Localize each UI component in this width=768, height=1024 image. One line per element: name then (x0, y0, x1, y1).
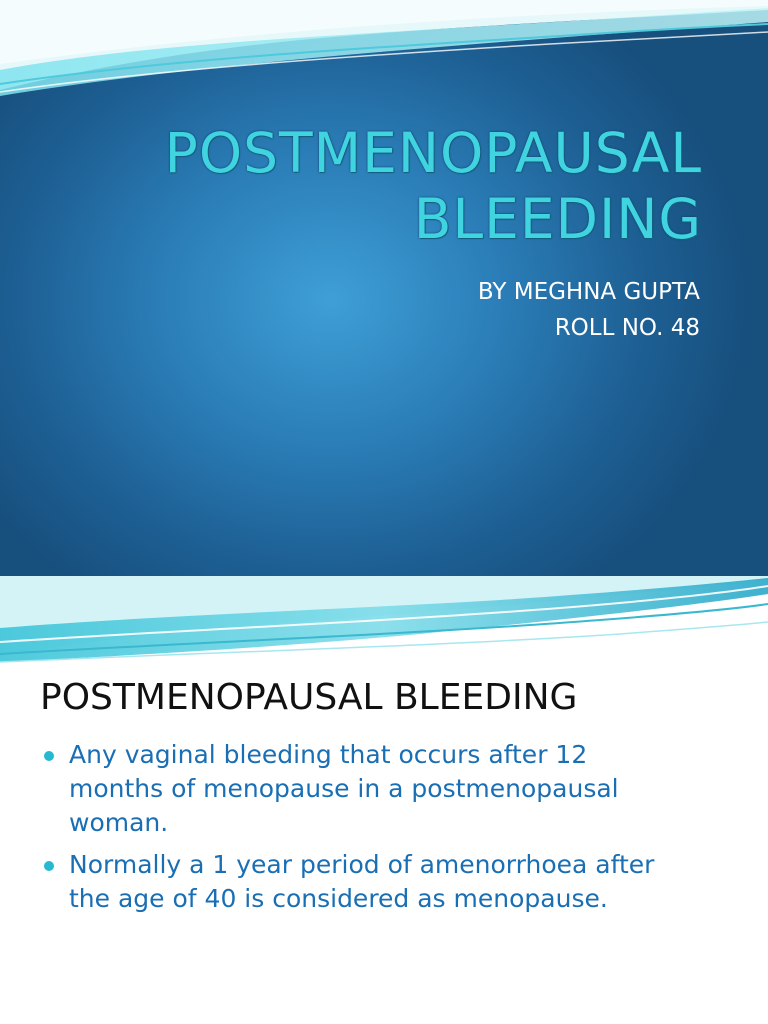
bullet-line: Normally a 1 year period of amenorrhoea after (69, 850, 655, 879)
bullet-line: the age of 40 is considered as menopause. (69, 884, 608, 913)
wave-decoration-bottom (0, 576, 768, 686)
content-slide (0, 576, 768, 1024)
bullet-line: Any vaginal bleeding that occurs after 12 (69, 740, 588, 769)
author-line: BY MEGHNA GUPTA (477, 279, 700, 305)
bullet-line: months of menopause in a postmenopausal (69, 774, 619, 803)
bullet-item (44, 738, 724, 840)
bullet-dot-icon (44, 751, 54, 761)
bullet-item (44, 848, 724, 916)
bullet-list (44, 738, 724, 924)
bullet-line: woman. (69, 808, 169, 837)
title-line-1: POSTMENOPAUSAL (164, 121, 702, 185)
content-title: POSTMENOPAUSAL BLEEDING (40, 677, 578, 718)
roll-number-line: ROLL NO. 48 (554, 315, 700, 341)
slide-subtitle (300, 274, 700, 346)
slide-title (62, 120, 702, 252)
title-line-2: BLEEDING (413, 187, 702, 251)
bullet-dot-icon (44, 861, 54, 871)
